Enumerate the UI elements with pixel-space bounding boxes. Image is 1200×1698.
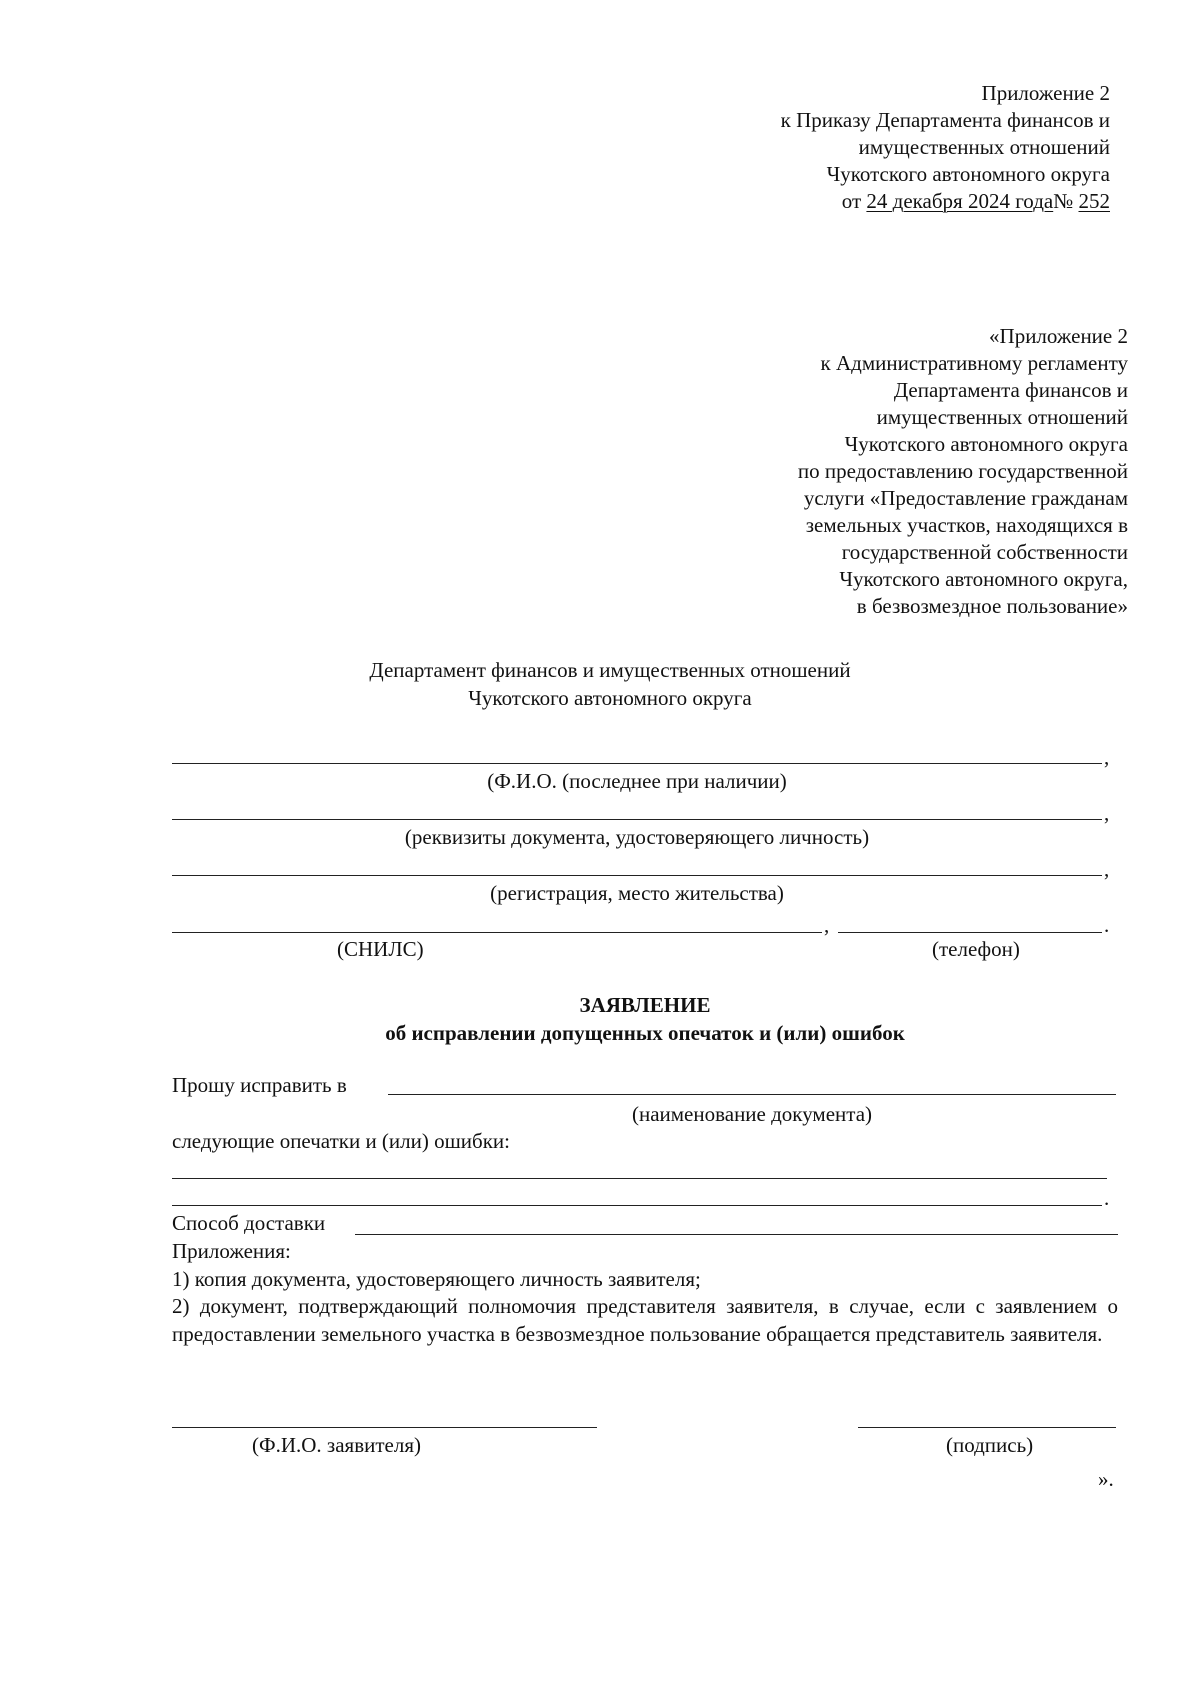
document-subtitle: об исправлении допущенных опечаток и (или) ошибок: [385, 1021, 905, 1045]
order-header-line-3: имущественных отношений: [858, 135, 1110, 159]
document-name-caption: (наименование документа): [631, 1102, 873, 1126]
addressee-line-1: Департамент финансов и имущественных отношений: [369, 658, 851, 682]
order-header-line-2: к Приказу Департамента финансов и: [780, 108, 1110, 132]
regulation-header-line-7: услуги «Предоставление гражданам: [803, 486, 1128, 510]
regulation-header-line-11: в безвозмездное пользование»: [856, 594, 1128, 618]
applicant-name-caption: (Ф.И.О. заявителя): [252, 1433, 421, 1457]
order-number: 252: [1078, 189, 1110, 213]
delivery-label: Способ доставки: [172, 1211, 326, 1235]
delivery-line[interactable]: [355, 1234, 1118, 1235]
date-prefix: от: [841, 189, 862, 213]
id-document-caption: (реквизиты документа, удостоверяющего личность): [404, 825, 870, 849]
fio-caption: (Ф.И.О. (последнее при наличии): [487, 769, 787, 793]
attachment-2: 2) документ, подтверждающий полномочия представителя заявителя, в случае, если с заявлением о предоставлении земельного участка в безвозмездное пользование обращается представитель заявителя.: [172, 1294, 1118, 1346]
order-header-line-1: Приложение 2: [981, 81, 1110, 105]
errors-line-2[interactable]: [172, 1205, 1102, 1206]
snils-comma: ,: [824, 913, 830, 937]
regulation-header-line-3: Департамента финансов и: [893, 378, 1128, 402]
regulation-header-line-2: к Административному регламенту: [820, 351, 1128, 375]
regulation-header-line-10: Чукотского автономного округа,: [839, 567, 1128, 591]
number-sign: №: [1053, 189, 1074, 213]
document-name-line[interactable]: [388, 1094, 1116, 1095]
errors-period: .: [1104, 1186, 1110, 1210]
errors-line-1[interactable]: [172, 1178, 1107, 1179]
order-date: 24 декабря 2024 года: [866, 189, 1054, 213]
attachment-1: 1) копия документа, удостоверяющего личность заявителя;: [172, 1267, 701, 1291]
registration-line[interactable]: [172, 875, 1102, 876]
closing-quote: ».: [1098, 1467, 1114, 1491]
order-header-date-line: [842, 188, 1110, 214]
attachments-label: Приложения:: [172, 1239, 291, 1263]
addressee-line-2: Чукотского автономного округа: [468, 686, 752, 710]
phone-line[interactable]: [838, 932, 1102, 933]
snils-caption: (СНИЛС): [337, 937, 424, 961]
registration-comma: ,: [1104, 857, 1110, 881]
phone-caption: (телефон): [932, 937, 1020, 961]
request-label: Прошу исправить в: [172, 1073, 347, 1097]
regulation-header-line-8: земельных участков, находящихся в: [805, 513, 1128, 537]
fio-line[interactable]: [172, 763, 1102, 764]
id-document-comma: ,: [1104, 801, 1110, 825]
regulation-header-line-1: «Приложение 2: [989, 324, 1128, 348]
phone-period: .: [1104, 913, 1110, 937]
errors-label: следующие опечатки и (или) ошибки:: [172, 1129, 510, 1153]
signature-line[interactable]: [858, 1427, 1116, 1428]
document-title: ЗАЯВЛЕНИЕ: [579, 993, 711, 1017]
order-header-line-4: Чукотского автономного округа: [826, 162, 1110, 186]
signature-caption: (подпись): [946, 1433, 1034, 1457]
id-document-line[interactable]: [172, 819, 1102, 820]
snils-line[interactable]: [172, 932, 822, 933]
regulation-header-line-5: Чукотского автономного округа: [844, 432, 1128, 456]
regulation-header-line-4: имущественных отношений: [876, 405, 1128, 429]
applicant-name-line[interactable]: [172, 1427, 597, 1428]
regulation-header-line-6: по предоставлению государственной: [797, 459, 1128, 483]
regulation-header-line-9: государственной собственности: [841, 540, 1128, 564]
registration-caption: (регистрация, место жительства): [490, 881, 784, 905]
fio-comma: ,: [1104, 745, 1110, 769]
